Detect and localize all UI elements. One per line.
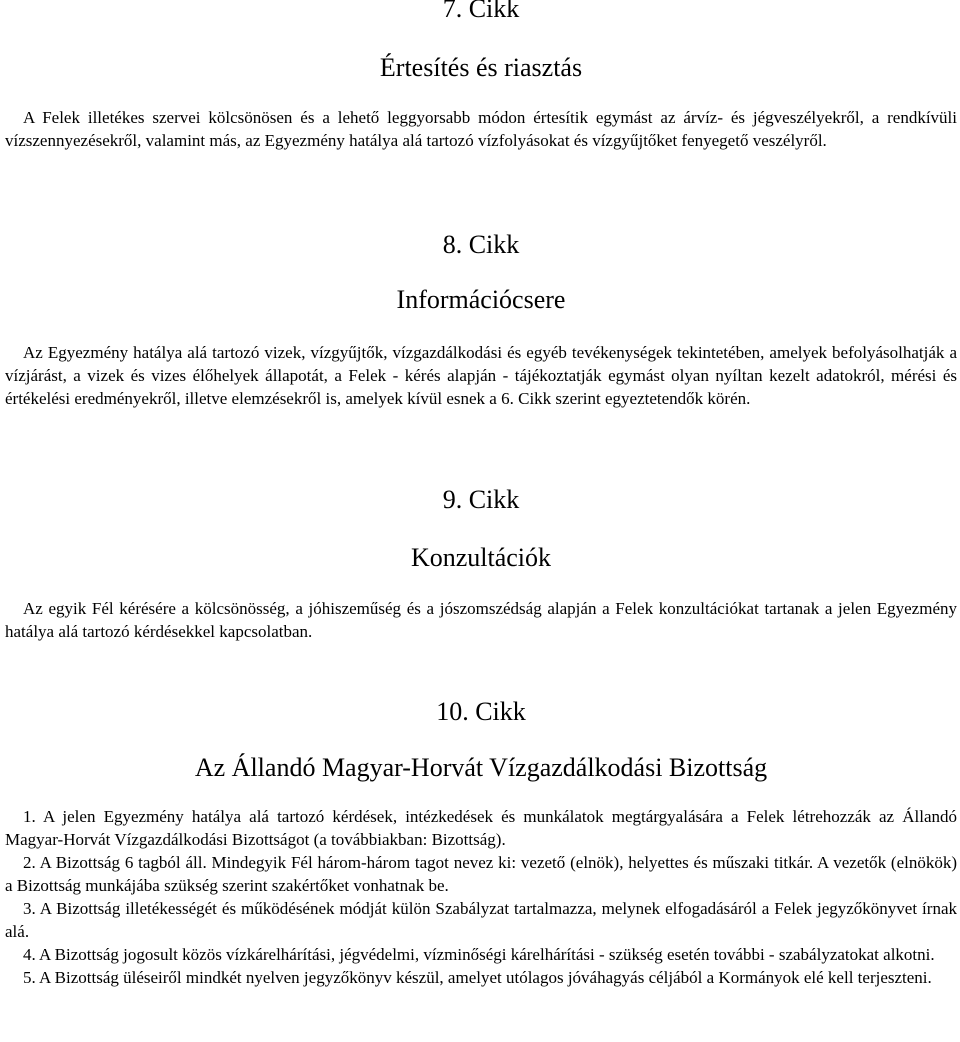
article-8-title: Információcsere (396, 285, 566, 314)
list-item: 2. A Bizottság 6 tagból áll. Mindegyik Fél három-három tagot nevez ki: vezető (elnök), helyettes és műszaki titkár. A vezetők (elnökök) a Bizottság munkájába szükség szerint szakértőket vonhatnak be. (5, 853, 957, 895)
article-8-paragraph: Az Egyezmény hatálya alá tartozó vizek, vízgyűjtők, vízgazdálkodási és egyéb tevékenységek tekintetében, amelyek befolyásolhatják a vízjárást, a vizek és vizes élőhelyek állapotát, a Felek - kérés alapján - tájékoztatják egymást olyan nyíltan kezelt adatokról, mérési és értékelési eredményekről, illetve elemzésekről is, amelyek kívül esnek a 6. Cikk szerint egyeztetendők körén. (5, 343, 957, 408)
article-9-heading: 9. Cikk (442, 485, 520, 514)
list-item: 1. A jelen Egyezmény hatálya alá tartozó kérdések, intézkedések és munkálatok megtárgyalására a Felek létrehozzák az Állandó Magyar-Horvát Vízgazdálkodási Bizottságot (a továbbiakban: Bizottság). (5, 807, 957, 849)
list-item: 3. A Bizottság illetékességét és működésének módját külön Szabályzat tartalmazza, melynek elfogadásáról a Felek jegyzőkönyvet írnak alá. (5, 899, 957, 941)
article-9-title: Konzultációk (410, 543, 552, 572)
article-7-paragraph: A Felek illetékes szervei kölcsönösen és a lehető leggyorsabb módon értesítik egymást az árvíz- és jégveszélyekről, a rendkívüli vízszennyezésekről, valamint más, az Egyezmény hatálya alá tartozó vízfolyásokat és vízgyűjtőket fenyegető veszélyről. (5, 108, 957, 150)
article-10-title: Az Állandó Magyar-Horvát Vízgazdálkodási Bizottság (194, 753, 768, 782)
article-10-heading: 10. Cikk (436, 697, 526, 726)
article-7-heading: 7. Cikk (442, 0, 520, 23)
article-8-heading: 8. Cikk (442, 230, 520, 259)
article-7-title: Értesítés és riasztás (379, 53, 583, 82)
article-9-paragraph: Az egyik Fél kérésére a kölcsönösség, a jóhiszeműség és a jószomszédság alapján a Felek konzultációkat tartanak a jelen Egyezmény hatálya alá tartozó kérdésekkel kapcsolatban. (5, 599, 957, 641)
list-item: 5. A Bizottság üléseiről mindkét nyelven jegyzőkönyv készül, amelyet utólagos jóváhagyás céljából a Kormányok elé kell terjeszteni. (23, 968, 932, 987)
list-item: 4. A Bizottság jogosult közös vízkárelhárítási, jégvédelmi, vízminőségi kárelhárítási - szükség esetén további - szabályzatokat alkotni. (23, 945, 935, 964)
article-10-list (5, 805, 957, 989)
